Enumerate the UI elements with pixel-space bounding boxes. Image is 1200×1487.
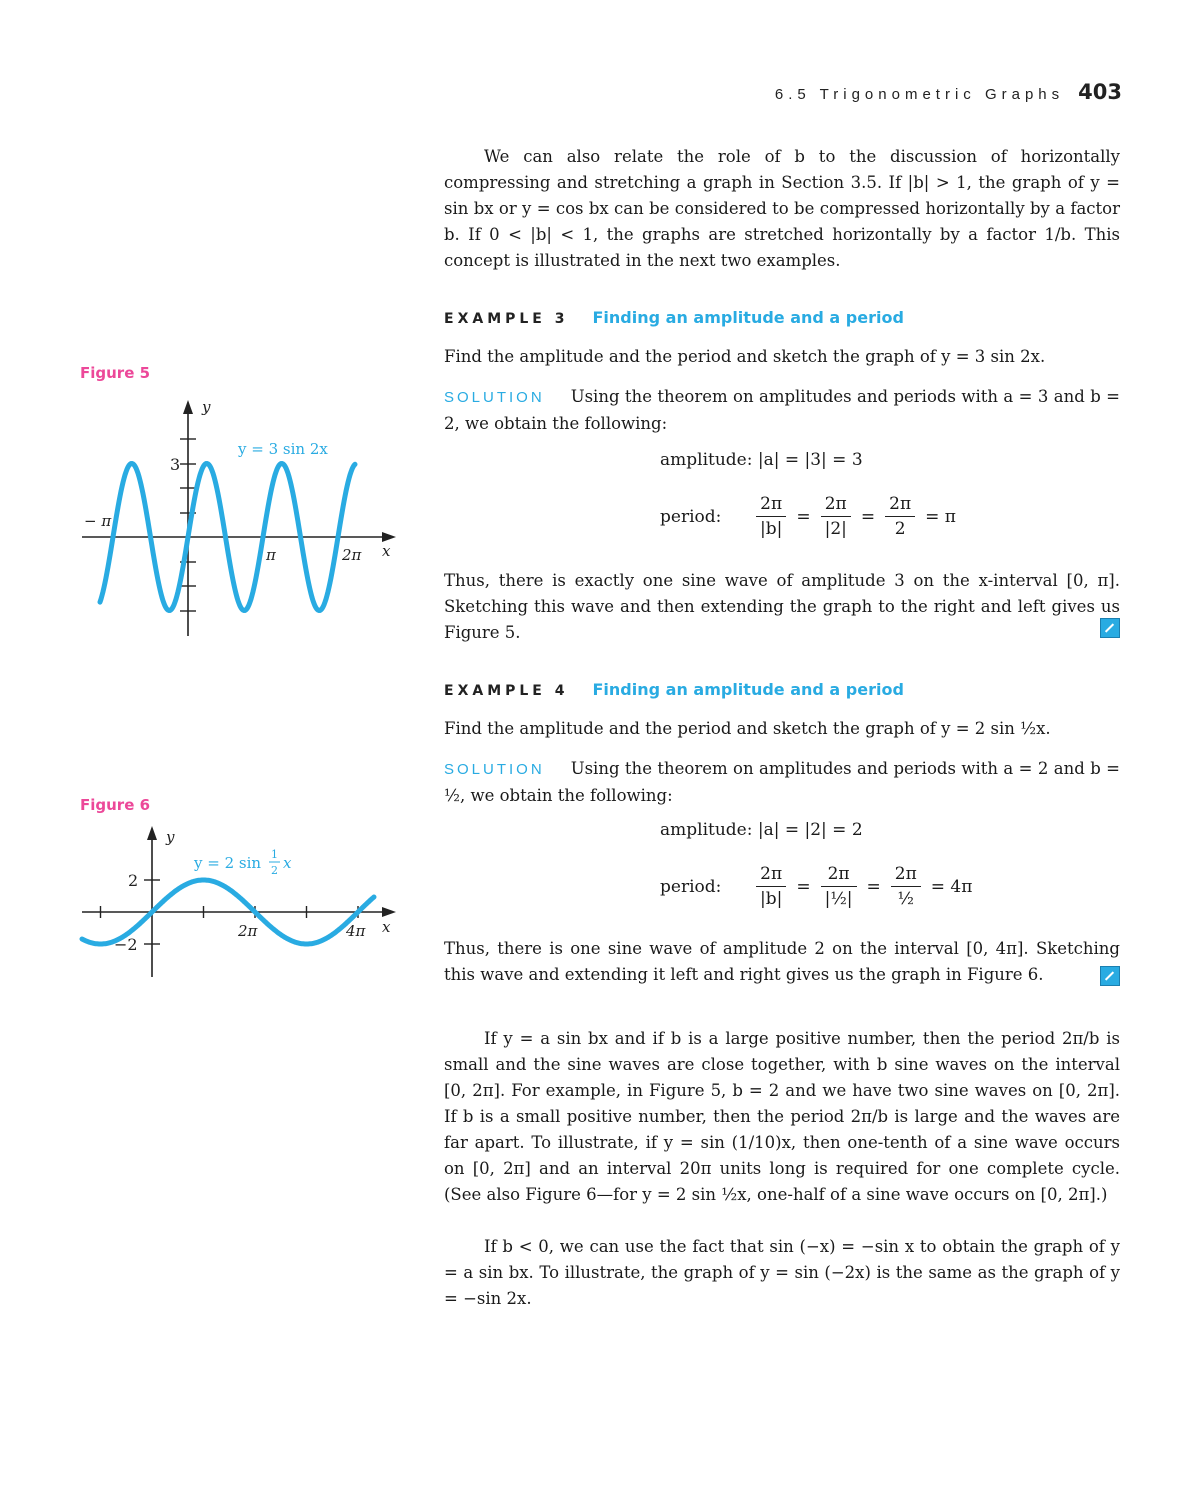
running-header	[775, 80, 1122, 104]
example3-label: EXAMPLE 3	[444, 311, 569, 327]
example3-title: Finding an amplitude and a period	[592, 308, 904, 327]
example4-solution	[444, 756, 1120, 809]
y-axis-label: y	[202, 398, 211, 416]
period-fraction: $\frac{2\pi}{\text{|½|}}$	[821, 864, 857, 909]
curve-label: y = 3 sin 2x	[238, 440, 328, 458]
y-axis-arrow-icon	[183, 400, 193, 414]
x-tick-label-4pi: 4π	[346, 922, 366, 940]
period-result: = 4π	[930, 876, 973, 897]
x-tick-label-neg-pi: − π	[84, 512, 112, 530]
y-axis-label: y	[166, 828, 175, 846]
x-axis-arrow-icon	[382, 532, 396, 542]
y-tick-label: 2	[128, 871, 139, 890]
example4-period: period: $\frac{2\pi}{|b|}$ = $\frac{2\pi}{\text{|½|}}$ = $\frac{2\pi}{\text{½}}$ = 4π	[660, 864, 973, 909]
figure6-label: Figure 6	[80, 796, 151, 814]
y-tick-label: −2	[114, 935, 138, 954]
example4-conclusion: Thus, there is one sine wave of amplitude 2 on the interval [0, 4π]. Sketching this wave and extending it left and right gives us the graph in Figure 6.	[444, 939, 1120, 984]
period-fraction: $\frac{2\pi}{\text{½}}$	[891, 864, 921, 909]
x-tick-label-pi: π	[266, 546, 276, 564]
x-axis-label: x	[382, 918, 391, 936]
example4-solution-text: Using the theorem on amplitudes and periods with a = 2 and b = ½, we obtain the following:	[444, 759, 1120, 805]
y-axis-arrow-icon	[147, 826, 157, 840]
period-result: = π	[925, 506, 956, 527]
svg-text:y = 2 sin: y = 2 sin	[194, 854, 262, 872]
period-fraction: $\frac{2\pi}{|b|}$	[756, 494, 786, 539]
example3-heading	[444, 308, 904, 327]
figure5-graph	[78, 392, 408, 642]
example3-solution-label: SOLUTION	[444, 389, 545, 406]
x-axis-label: x	[382, 542, 391, 560]
closing-paragraph-1: If y = a sin bx and if b is a large positive number, then the period 2π/b is small and the sine waves are close together, with b sine waves on the interval [0, 2π]. For example, in Figure 5, b = 2 and we have two sine waves on [0, 2π]. If b is a small positive number, then the period 2π/b is large and the waves are far apart. To illustrate, if y = sin (1/10)x, then one-tenth of a sine wave occurs on [0, 2π] and an interval 20π units long is required for one complete cycle. (See also Figure 6—for y = 2 sin ½x, one-half of a sine wave occurs on [0, 2π].)	[444, 1029, 1120, 1204]
svg-text:x: x	[283, 854, 292, 872]
example4-title: Finding an amplitude and a period	[592, 680, 904, 699]
end-of-example-icon	[1100, 618, 1120, 638]
period-fraction: $\frac{2\pi}{|2|}$	[821, 494, 851, 539]
y-tick-label: 3	[170, 455, 181, 474]
example4-label: EXAMPLE 4	[444, 683, 569, 699]
example3-period: period: $\frac{2\pi}{|b|}$ = $\frac{2\pi}{|2|}$ = $\frac{2\pi}{2}$ = π	[660, 494, 956, 539]
intro-paragraph: We can also relate the role of b to the discussion of horizontally compressing and stretching a graph in Section 3.5. If |b| > 1, the graph of y = sin bx or y = cos bx can be considered to be compressed horizontally by a factor b. If 0 < |b| < 1, the graphs are stretched horizontally by a factor 1/b. This concept is illustrated in the next two examples.	[444, 147, 1120, 270]
example3-problem: Find the amplitude and the period and sketch the graph of y = 3 sin 2x.	[444, 347, 1046, 366]
example3-solution	[444, 384, 1120, 437]
figure5-label: Figure 5	[80, 364, 151, 382]
example4-solution-label: SOLUTION	[444, 761, 545, 778]
svg-text:1: 1	[271, 848, 278, 861]
curve-label	[193, 848, 292, 877]
figure6-graph	[78, 822, 408, 982]
period-label: period:	[660, 876, 722, 897]
example4-problem: Find the amplitude and the period and sketch the graph of y = 2 sin ½x.	[444, 719, 1051, 738]
x-tick-label-2pi: 2π	[238, 922, 258, 940]
example4-amplitude: amplitude: |a| = |2| = 2	[660, 820, 863, 840]
page-number: 403	[1078, 80, 1122, 104]
example4-heading	[444, 680, 904, 699]
example3-conclusion: Thus, there is exactly one sine wave of amplitude 3 on the x-interval [0, π]. Sketching this wave and then extending the graph to the right and left gives us Figure 5.	[444, 571, 1120, 642]
closing-paragraph-2: If b < 0, we can use the fact that sin (−x) = −sin x to obtain the graph of y = a sin bx. To illustrate, the graph of y = sin (−2x) is the same as the graph of y = −sin 2x.	[444, 1237, 1120, 1308]
svg-text:2: 2	[271, 864, 278, 877]
section-title: 6.5 Trigonometric Graphs	[774, 86, 1065, 103]
end-of-example-icon	[1100, 966, 1120, 986]
period-fraction: $\frac{2\pi}{|b|}$	[756, 864, 786, 909]
period-fraction: $\frac{2\pi}{2}$	[885, 494, 915, 539]
example3-amplitude: amplitude: |a| = |3| = 3	[660, 450, 863, 470]
x-axis-arrow-icon	[382, 907, 396, 917]
example3-solution-text: Using the theorem on amplitudes and periods with a = 3 and b = 2, we obtain the following:	[444, 387, 1120, 433]
x-tick-label-2pi: 2π	[342, 546, 362, 564]
period-label: period:	[660, 506, 722, 527]
